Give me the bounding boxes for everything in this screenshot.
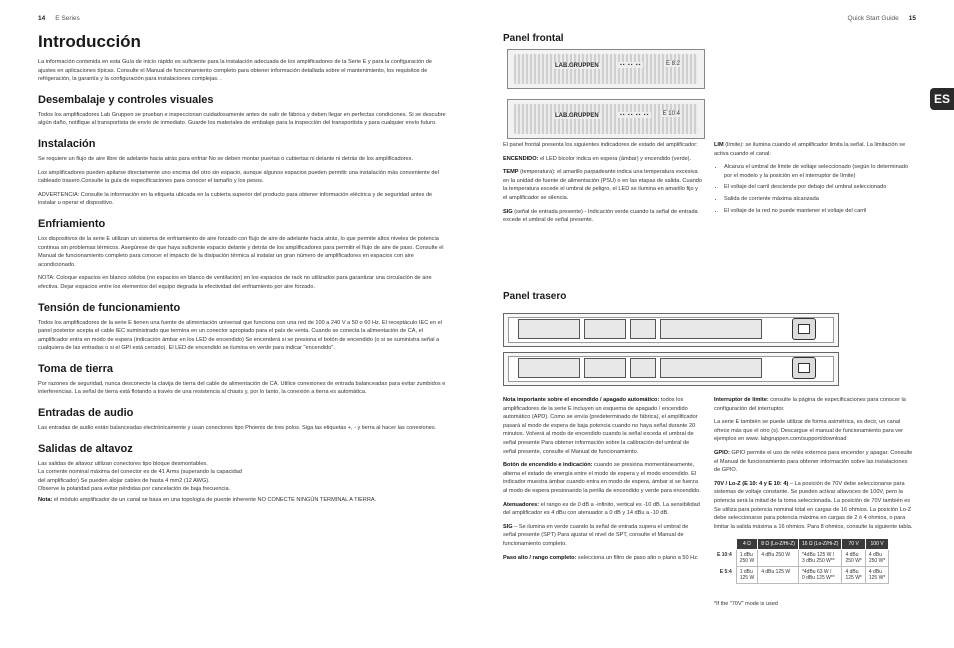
front-temp-text: (temperatura): el amarillo parpadeante indica una temperatura excesiva en la unidad de fuente de alimentación (PSU) o en las etapas de salida. Cuando la temperatura excede el umbral de peligro, el LED se ilumina en amarillo fijo y el amplificador se silencia. bbox=[503, 169, 703, 201]
unpacking-paragraph: Todos los amplificadores Lab Gruppen se prueban e inspeccionan cuidadosamente antes de salir de fábrica y deben llegar en perfectas condiciones. Si se descubre algún daño, notifique al transportista de envío de inmediato. Guarde los materiales de embalaje para la inspección del transportista y para cualquier envío futuro. bbox=[38, 111, 446, 127]
gpio-label: GPIO: bbox=[714, 449, 730, 456]
front-on-label: ENCENDIDO: bbox=[503, 155, 539, 162]
front-on-desc bbox=[503, 155, 703, 164]
left-page bbox=[38, 32, 448, 510]
front-on-text: el LED bicolor indica en espera (ámbar) y encendido (verde). bbox=[538, 155, 692, 162]
list-item: • El voltaje del carril desciende por debajo del umbral seleccionado bbox=[724, 183, 914, 192]
limit-switch-desc bbox=[714, 396, 914, 413]
row-label: E 5:4 bbox=[719, 568, 732, 575]
table-row bbox=[714, 550, 889, 567]
switch-block bbox=[584, 319, 626, 339]
lim-list bbox=[714, 163, 914, 215]
table-header: 70 V bbox=[842, 539, 865, 550]
voltage-paragraph: Todos los amplificadores de la serie E tienen una fuente de alimentación universal que funciona con una red de 100 a 240 V a 50 o 60 Hz. El receptáculo IEC en el panel posterior acepta el cable IEC suministrado que termina en un conector apropiado para el país de venta. Cuando se conecta la alimentación de CA, el amplificador entra en modo de espera (indicación ámbar en los LED de encendido) Se encenderá si se presiona el botón de encendido (o si se suministra señal a cualquiera de las entradas o si el GPI está cerrado). El LED de encendido se ilumina en verde para indicar "encendido". bbox=[38, 319, 442, 352]
section-title-cooling: Enfriamiento bbox=[38, 217, 106, 230]
speaker-note-text: el módulo amplificador de un canal se basa en una topología de puente inherente NO CONECTE NINGÚN TERMINAL A TIERRA. bbox=[52, 497, 377, 504]
speaker-note bbox=[38, 496, 448, 505]
front-temp-desc bbox=[503, 168, 703, 202]
table-cell: *4dBu 125 W / 3 dBu 250 W** bbox=[798, 550, 842, 567]
rear-sig-text: – Se ilumina en verde cuando la señal de entrada supera el umbral de señal presente (SPT) Para ajustar el nivel de SPT, consulte el Manual de funcionamiento completo. bbox=[503, 523, 689, 547]
speaker-line: del amplificador) Se pueden alojar cables de hasta 4 mm2 (12 AWG). bbox=[38, 477, 210, 484]
speaker-line: Observe la polaridad para evitar pérdidas por cancelación de baja frecuencia. bbox=[38, 486, 231, 493]
table-corner bbox=[714, 539, 736, 550]
table-cell: *4dBu 63 W / 0 dBu 125 W** bbox=[798, 567, 842, 584]
table-row bbox=[714, 567, 889, 584]
table-cell: 4 dBu 125 W* bbox=[865, 567, 888, 584]
installation-paragraph-1: Se requiere un flujo de aire libre de adelante hacia atrás para enfriar No se deben montar puertas o cubiertas ni delante ni detrás de los amplificadores. bbox=[38, 155, 414, 162]
right-page-header bbox=[847, 15, 916, 22]
rear-text-col-1 bbox=[503, 396, 703, 567]
attenuators-desc bbox=[503, 501, 703, 518]
guide-label: Quick Start Guide bbox=[847, 15, 899, 22]
model-label: E 10:4 bbox=[662, 111, 680, 117]
gpio-desc bbox=[714, 449, 914, 475]
table-footnote: *If the "70V" mode is used bbox=[714, 601, 778, 607]
front-sig-desc bbox=[503, 208, 703, 225]
speaker-output-block bbox=[660, 358, 762, 378]
front-sig-label: SIG bbox=[503, 208, 513, 215]
attenuators-label: Atenuadores: bbox=[503, 501, 540, 508]
left-page-number: 14 bbox=[38, 15, 46, 22]
speaker-outputs-paragraph bbox=[38, 460, 448, 494]
highpass-label: Paso alto / rango completo: bbox=[503, 554, 577, 561]
front-text-col-1 bbox=[503, 141, 703, 230]
brand-logo: LAB.GRUPPEN bbox=[555, 63, 599, 69]
apd-note bbox=[503, 396, 703, 456]
speaker-note-label: Nota: bbox=[38, 497, 53, 504]
apd-note-label: Nota importante sobre el encendido / apagado automático: bbox=[503, 397, 660, 403]
table-cell: 1 dBu 125 W bbox=[736, 567, 757, 584]
front-lim-label: LIM bbox=[714, 142, 724, 148]
asymmetric-desc: La serie E también se puede utilizar de forma asimétrica, es decir, un canal ofrece más que el otro (s). Descargue el manual de funcionamiento para ver ejemplos en www. labgruppen.com/support/download bbox=[714, 419, 904, 443]
rear-panel-image-1 bbox=[503, 313, 839, 347]
section-title-ground: Toma de tierra bbox=[38, 362, 113, 375]
front-intro: El panel frontal presenta los siguientes indicadores de estado del amplificador: bbox=[503, 142, 698, 148]
section-title-installation: Instalación bbox=[38, 137, 96, 150]
front-sig-text: (señal de entrada presente) - Indicación verde cuando la señal de entrada excede el umbral de señal presente. bbox=[503, 208, 698, 224]
ground-paragraph: Por razones de seguridad, nunca desconecte la clavija de tierra del cable de alimentación de CA. Utilice conexiones de entrada balanceadas para evitar zumbidos e interferencias. La señal de tierra está flotando a través de una resistencia al chasis y, por lo tanto, la conexión a tierra es automática. bbox=[38, 380, 446, 396]
input-block bbox=[518, 358, 580, 378]
limit-switch-label: Interruptor de límite: bbox=[714, 397, 769, 403]
cooling-note: NOTA: Coloque espacios en blanco sólidos (no espacios en blanco de ventilación) en los espacios de rack no utilizados para garantizar una circulación de aire efectiva. Dejar espacios entre los elementos del equipo degrada la efectividad del enfriamiento por aire forzado. bbox=[38, 275, 432, 290]
series-label: E Series bbox=[55, 15, 80, 22]
front-lim-text: (límite): se ilumina cuando el amplificador limita la señal. La limitación se activa cuando el canal: bbox=[714, 142, 906, 157]
power-button-desc bbox=[503, 461, 703, 495]
70v-label: 70V / Lo-Z (E 10: 4 y E 10: 4) bbox=[714, 480, 789, 487]
attenuators-text: el rango es de 0 dB a -infinito, vertical es -10 dB. La sensibilidad del amplificador es 4 dBu con atenuador a 0 dB y 14 dBu a -10 dB. bbox=[503, 501, 700, 517]
power-button-text: cuando se presiona momentáneamente, alterna el estado de energía entre el modo de espera y el modo encendido. El indicador muestra ámbar cuando entra en modo de espera, ámbar si se fuerza al modo de espera presionando la perilla de encendido y verde para encendido. bbox=[503, 462, 701, 494]
front-text-col-2 bbox=[714, 141, 914, 218]
power-button-label: Botón de encendido e indicación: bbox=[503, 462, 593, 469]
table-header: 4 Ω bbox=[736, 539, 757, 550]
row-label: E 10:4 bbox=[717, 551, 732, 558]
rear-sig-desc bbox=[503, 523, 703, 549]
section-title-speaker-outputs: Salidas de altavoz bbox=[38, 442, 133, 455]
iec-power-connector bbox=[792, 357, 816, 379]
table-cell: 4 dBu 125 W bbox=[758, 567, 799, 584]
gpio-text: GPIO permite el uso de relés externos para encender y apagar. Consulte el Manual de funcionamiento para obtener información sobre las instalaciones de GPIO. bbox=[714, 449, 913, 474]
table-cell: 4 dBu 250 W* bbox=[842, 550, 865, 567]
front-panel-title: Panel frontal bbox=[503, 33, 564, 44]
left-page-header bbox=[38, 15, 80, 22]
cooling-paragraph-1: Los dispositivos de la serie E utilizan un sistema de enfriamiento de aire forzado con flujo de aire de adelante hacia atrás, lo que permite altos niveles de potencia continua sin problemas térmicos. Asegúrese de que haya suficiente espacio delante y detrás de los amplificadores para permitir el flujo de aire de paso. Consulte el Manual de funcionamiento completo para conocer el impacto de la disipación térmica al instalar un gran número de amplificadores en espacios con aire acondicionado. bbox=[38, 235, 444, 268]
70v-desc bbox=[714, 480, 914, 532]
front-lim-desc bbox=[714, 141, 914, 158]
table-header: 8 Ω (Lo-Z/Hi-Z) bbox=[758, 539, 799, 550]
highpass-desc bbox=[503, 554, 703, 563]
front-temp-label: TEMP bbox=[503, 169, 519, 176]
speaker-output-block bbox=[660, 319, 762, 339]
rear-text-col-2 bbox=[714, 396, 914, 536]
front-grill bbox=[514, 54, 698, 84]
right-page-number: 15 bbox=[908, 15, 916, 22]
table-header-row bbox=[714, 539, 889, 550]
speaker-line: Las salidas de altavoz utilizan conectores tipo bloque desmontables. bbox=[38, 460, 208, 467]
table-cell: 1 dBu 250 W bbox=[736, 550, 757, 567]
highpass-text: selecciona un filtro de paso alto o plano a 50 Hz. bbox=[576, 554, 699, 561]
table-cell: 4 dBu 250 W bbox=[758, 550, 799, 567]
list-item: • Salida de corriente máxima alcanzada bbox=[724, 195, 914, 204]
speaker-line: La corriente nominal máxima del conector es de 41 Arms (superando la capacidad bbox=[38, 469, 242, 476]
audio-inputs-paragraph: Las entradas de audio están balanceadas electrónicamente y usan conectores tipo Phoenix de tres polos. Siga las etiquetas +, - y tierra al hacer las conexiones. bbox=[38, 425, 437, 432]
installation-warning: ADVERTENCIA: Consulte la información en la etiqueta ubicada en la cubierta superior del producto para obtener información eléctrica y de seguridad antes de instalar u operar el dispositivo. bbox=[38, 191, 433, 207]
table-header: 100 V bbox=[865, 539, 888, 550]
table-cell: 4 dBu 125 W* bbox=[842, 567, 865, 584]
section-title-voltage: Tensión de funcionamiento bbox=[38, 301, 181, 314]
section-title-audio-inputs: Entradas de audio bbox=[38, 407, 134, 420]
intro-paragraph: La información contenida en esta Guía de inicio rápido es suficiente para la instalación adecuada de los amplificadores de la Serie E y para la configuración de ajustes en aplicaciones típicas. Consulte el Manual de funcionamiento completo para obtener información detallada sobre el mantenimiento, los requisitos de refrigeración, la garantía y la configuración para instalaciones complejas. . bbox=[38, 59, 432, 83]
list-item: • El voltaje de la red no puede mantener el voltaje del carril bbox=[724, 207, 914, 216]
section-title-unpacking: Desembalaje y controles visuales bbox=[38, 93, 214, 106]
rear-sig-label: SIG bbox=[503, 523, 513, 530]
list-item: • Alcanza el umbral de límite de voltaje seleccionado (según lo determinado por el modelo y la posición en el interruptor de límite) bbox=[724, 163, 914, 180]
limit-switch-text: consulte la página de especificaciones para conocer la configuración del interruptor. bbox=[714, 397, 906, 412]
input-block bbox=[518, 319, 580, 339]
70v-text: – La posición de 70V debe seleccionarse para sistemas de voltaje constante. Se pueden activar altavoces de 100V, pero la potencia será la mitad de la toma seleccionada. La posición de 70V también es Se utiliza para potencia nominal total en cargas de 16 ohmios. La posición Lo-Z debe seleccionarse para potencia máxima en cargas de 2 ó 4 ohmios, o para limitar la salida máxima a 16 ohmios. Para 8 ohmios, consulte la siguiente tabla. bbox=[714, 480, 913, 530]
front-grill bbox=[514, 104, 698, 134]
rear-panel-image-2 bbox=[503, 352, 839, 386]
language-tab-es: ES bbox=[930, 88, 954, 110]
front-panel-image-2 bbox=[507, 99, 705, 139]
iec-power-connector bbox=[792, 318, 816, 340]
impedance-table bbox=[714, 538, 889, 584]
installation-paragraph-2: Los amplificadores pueden apilarse directamente uno encima del otro sin espacio, aunque algunos espacios pueden permitir una instalación más conveniente del cableado trasero.Consulte la guía de especificaciones para conocer el tamaño y los pesos. bbox=[38, 169, 439, 185]
apd-note-text: todos los amplificadores de la serie E incluyen un esquema de apagado / encendido automático (APD). Como se envía (predeterminado de fábrica), el amplificador pasará al modo de espera de baja potencia cuando no haya señal durante 20 minutos. Volverá al modo de encendido cuando la señal exceda el umbral de señal presente Para obtener información sobre la calibración del umbral de señal presente, consulte el Manual de funcionamiento. bbox=[503, 397, 698, 455]
table-cell: 4 dBu 250 W* bbox=[865, 550, 888, 567]
brand-logo: LAB.GRUPPEN bbox=[555, 113, 599, 119]
table-header: 16 Ω (Lo-Z/Hi-Z) bbox=[798, 539, 842, 550]
front-leds: ▪▪ ▪▪ ▪▪ ▪▪ bbox=[620, 112, 650, 118]
switch-block bbox=[584, 358, 626, 378]
front-panel-image-1 bbox=[507, 49, 705, 89]
front-leds: ▪▪ ▪▪ ▪▪ bbox=[620, 62, 642, 68]
model-label: E 8:2 bbox=[665, 61, 680, 67]
attenuator-block bbox=[630, 358, 656, 378]
rear-panel-title: Panel trasero bbox=[503, 291, 567, 302]
page-title: Introducción bbox=[38, 32, 141, 51]
attenuator-block bbox=[630, 319, 656, 339]
